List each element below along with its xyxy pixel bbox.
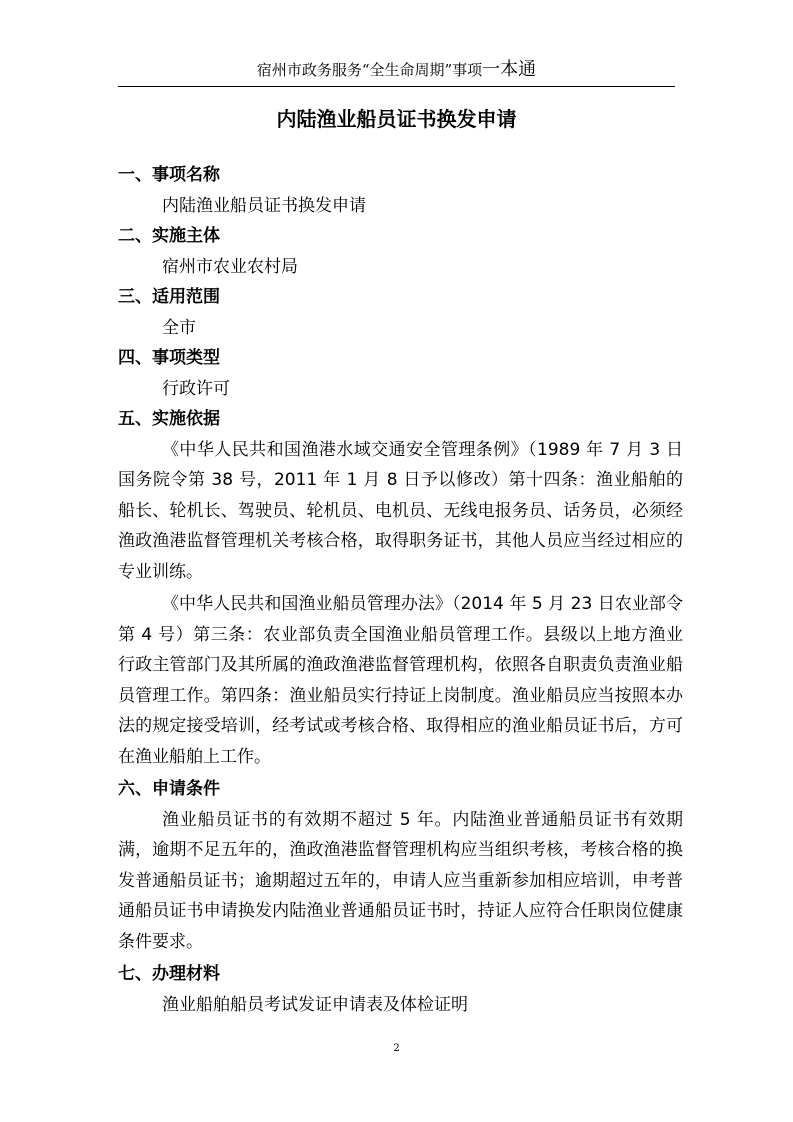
section-heading-materials: 七、办理材料 <box>118 964 220 984</box>
section-heading-scope: 三、适用范围 <box>118 287 220 307</box>
document-body <box>118 160 683 1020</box>
section-text-item-type: 行政许可 <box>162 378 230 399</box>
section-heading-implementing-body: 二、实施主体 <box>118 226 220 246</box>
running-header-suffix: 一本通 <box>482 59 537 80</box>
section-text-materials: 渔业船舶船员考试发证申请表及体检证明 <box>162 994 468 1015</box>
legal-basis-paragraph: 《中华人民共和国渔业船员管理办法》（2014 年 5 月 23 日农业部令第 4 号）第三条：农业部负责全国渔业船员管理工作。县级以上地方渔业行政主管部门及其所属的渔政渔港监督管理机构，依照各自职责负责渔业船员管理工作。第四条：渔业船员实行持证上岗制度。渔业船员应当按照本办法的规定接受培训，经考试或考核合格、取得相应的渔业船员证书后，方可在渔业船舶上工作。 <box>118 594 683 767</box>
header-rule <box>118 86 675 87</box>
section-heading-item-name: 一、事项名称 <box>118 165 220 185</box>
section-heading-conditions: 六、申请条件 <box>118 779 220 799</box>
section-heading-item-type: 四、事项类型 <box>118 348 220 368</box>
section-text-implementing-body: 宿州市农业农村局 <box>162 256 298 277</box>
section-heading-legal-basis: 五、实施依据 <box>118 409 220 429</box>
running-header-prefix: 宿州市政务服务“全生命周期”事项 <box>256 61 483 79</box>
running-header <box>0 60 793 80</box>
section-text-scope: 全市 <box>162 317 196 338</box>
conditions-paragraph: 渔业船员证书的有效期不超过 5 年。内陆渔业普通船员证书有效期满，逾期不足五年的，渔政渔港监督管理机构应当组织考核，考核合格的换发普通船员证书；逾期超过五年的，申请人应当重新参加相应培训，申考普通船员证书申请换发内陆渔业普通船员证书时，持证人应符合任职岗位健康条件要求。 <box>118 809 683 952</box>
document-title: 内陆渔业船员证书换发申请 <box>276 107 517 131</box>
page-number: 2 <box>393 1043 400 1054</box>
legal-basis-paragraph: 《中华人民共和国渔港水域交通安全管理条例》（1989 年 7 月 3 日国务院令第 38 号，2011 年 1 月 8 日予以修改）第十四条：渔业船舶的船长、轮机长、驾驶员、轮机员、电机员、无线电报务员、话务员，必须经渔政渔港监督管理机关考核合格，取得职务证书，其他人员应当经过相应的专业训练。 <box>118 439 683 582</box>
section-text-item-name: 内陆渔业船员证书换发申请 <box>162 195 366 216</box>
